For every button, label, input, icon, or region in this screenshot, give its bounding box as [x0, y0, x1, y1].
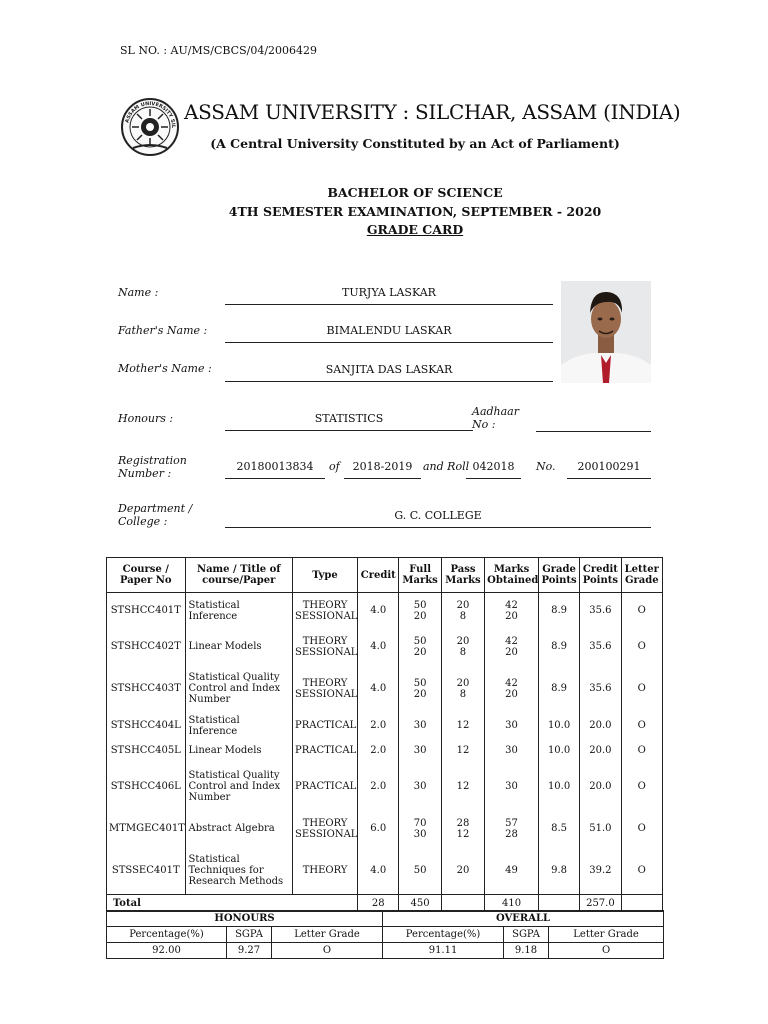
student-name: TURJYA LASKAR [225, 286, 553, 305]
credit-points: 39.2 [580, 847, 621, 895]
roll-label: and Roll [423, 460, 470, 473]
semester-title: 4TH SEMESTER EXAMINATION, SEPTEMBER - 2020 [228, 204, 602, 219]
course-name: Linear Models [185, 629, 292, 665]
credit-points: 20.0 [580, 763, 621, 811]
grade-points: 8.9 [538, 665, 579, 713]
credit-points: 20.0 [580, 739, 621, 763]
course-type: PRACTICAL [293, 713, 358, 739]
full-marks: 30 [399, 713, 441, 739]
svg-text:ASSAM UNIVERSITY SILCHAR: ASSAM UNIVERSITY SIL [124, 100, 177, 129]
father-name: BIMALENDU LASKAR [225, 324, 553, 343]
overall-sgpa: 9.18 [504, 943, 549, 959]
credit-points: 51.0 [580, 811, 621, 847]
degree-title: BACHELOR OF SCIENCE [327, 185, 503, 200]
honours-summary-title: HONOURS [107, 911, 383, 927]
course-type: PRACTICAL [293, 739, 358, 763]
full-marks: 50 20 [399, 665, 441, 713]
credit: 4.0 [358, 629, 399, 665]
table-row [107, 629, 663, 665]
letter-grade: O [621, 739, 662, 763]
grade-points: 8.5 [538, 811, 579, 847]
course-code: STSHCC402T [107, 629, 186, 665]
overall-letter-header: Letter Grade [549, 927, 664, 943]
department-label: Department / College : [118, 502, 193, 528]
full-marks: 50 [399, 847, 441, 895]
honours-sgpa: 9.27 [227, 943, 272, 959]
grade-points: 8.9 [538, 593, 579, 629]
course-name: Linear Models [185, 739, 292, 763]
full-marks: 70 30 [399, 811, 441, 847]
grade-points: 10.0 [538, 763, 579, 811]
col-pass-marks: Pass Marks [441, 558, 484, 593]
course-code: STSSEC401T [107, 847, 186, 895]
course-type: PRACTICAL [293, 763, 358, 811]
pass-marks: 28 12 [441, 811, 484, 847]
course-type: THEORY SESSIONAL [293, 665, 358, 713]
letter-grade: O [621, 763, 662, 811]
course-code: STSHCC401T [107, 593, 186, 629]
course-code: STSHCC403T [107, 665, 186, 713]
mother-name: SANJITA DAS LASKAR [225, 363, 553, 382]
credit-points: 35.6 [580, 665, 621, 713]
col-letter-grade: Letter Grade [621, 558, 662, 593]
university-subtitle: (A Central University Constituted by an Act of Parliament) [210, 136, 620, 151]
credit-points: 35.6 [580, 593, 621, 629]
grade-card-title: GRADE CARD [366, 222, 464, 237]
overall-percentage-header: Percentage(%) [383, 927, 504, 943]
overall-percentage: 91.11 [383, 943, 504, 959]
col-type: Type [293, 558, 358, 593]
table-row [107, 713, 663, 739]
credit: 4.0 [358, 847, 399, 895]
letter-grade: O [621, 811, 662, 847]
honours-percentage: 92.00 [107, 943, 227, 959]
summary-title-row [107, 911, 664, 927]
course-name: Statistical Inference [185, 593, 292, 629]
col-grade-points: Grade Points [538, 558, 579, 593]
pass-marks: 12 [441, 713, 484, 739]
letter-grade: O [621, 847, 662, 895]
honours-letter-grade: O [272, 943, 383, 959]
credit: 4.0 [358, 665, 399, 713]
total-credit: 28 [358, 895, 399, 912]
col-full-marks: Full Marks [399, 558, 441, 593]
letter-grade: O [621, 665, 662, 713]
course-code: STSHCC406L [107, 763, 186, 811]
total-label: Total [107, 895, 358, 912]
roll-number: 200100291 [567, 460, 651, 479]
course-type: THEORY SESSIONAL [293, 811, 358, 847]
grades-table [106, 557, 663, 912]
honours-value: STATISTICS [225, 412, 473, 431]
full-marks: 30 [399, 763, 441, 811]
serial-number: SL NO. : AU/MS/CBCS/04/2006429 [120, 44, 318, 57]
pass-marks: 20 [441, 847, 484, 895]
grade-points: 9.8 [538, 847, 579, 895]
table-row [107, 847, 663, 895]
marks-obtained: 30 [485, 763, 539, 811]
total-letter-grade [621, 895, 662, 912]
table-header-row [107, 558, 663, 593]
registration-number: 20180013834 [225, 460, 325, 479]
course-type: THEORY SESSIONAL [293, 593, 358, 629]
full-marks: 50 20 [399, 629, 441, 665]
col-course-name: Name / Title of course/Paper [185, 558, 292, 593]
total-full-marks: 450 [399, 895, 441, 912]
mother-label: Mother's Name : [118, 362, 212, 375]
credit: 2.0 [358, 763, 399, 811]
letter-grade: O [621, 629, 662, 665]
course-code: STSHCC405L [107, 739, 186, 763]
table-row [107, 665, 663, 713]
total-pass-marks [441, 895, 484, 912]
col-course-code: Course / Paper No [107, 558, 186, 593]
grade-points: 10.0 [538, 713, 579, 739]
marks-obtained: 49 [485, 847, 539, 895]
roll-value: 042018 [466, 460, 521, 479]
university-name: ASSAM UNIVERSITY : SILCHAR, ASSAM (INDIA) [184, 100, 681, 124]
session-value: 2018-2019 [344, 460, 421, 479]
name-label: Name : [118, 286, 159, 299]
col-credit-points: Credit Points [580, 558, 621, 593]
letter-grade: O [621, 713, 662, 739]
course-name: Abstract Algebra [185, 811, 292, 847]
aadhaar-value [536, 412, 651, 432]
marks-obtained: 42 20 [485, 593, 539, 629]
student-photo [561, 281, 651, 383]
credit: 4.0 [358, 593, 399, 629]
total-grade-points [538, 895, 579, 912]
summary-header-row [107, 927, 664, 943]
total-row [107, 895, 663, 912]
pass-marks: 20 8 [441, 665, 484, 713]
table-row [107, 811, 663, 847]
col-marks-obtained: Marks Obtained [485, 558, 539, 593]
credit-points: 35.6 [580, 629, 621, 665]
table-row [107, 593, 663, 629]
overall-sgpa-header: SGPA [504, 927, 549, 943]
grade-points: 10.0 [538, 739, 579, 763]
no-label: No. [536, 460, 556, 473]
honours-label: Honours : [118, 412, 174, 425]
overall-summary-title: OVERALL [383, 911, 664, 927]
full-marks: 50 20 [399, 593, 441, 629]
course-code: STSHCC404L [107, 713, 186, 739]
course-type: THEORY SESSIONAL [293, 629, 358, 665]
honours-letter-header: Letter Grade [272, 927, 383, 943]
course-code: MTMGEC401T [107, 811, 186, 847]
marks-obtained: 42 20 [485, 629, 539, 665]
summary-table [106, 910, 664, 959]
letter-grade: O [621, 593, 662, 629]
table-row [107, 763, 663, 811]
honours-sgpa-header: SGPA [227, 927, 272, 943]
honours-percentage-header: Percentage(%) [107, 927, 227, 943]
college-value: G. C. COLLEGE [225, 509, 651, 528]
father-label: Father's Name : [118, 324, 208, 337]
course-name: Statistical Inference [185, 713, 292, 739]
summary-value-row [107, 943, 664, 959]
course-name: Statistical Quality Control and Index Number [185, 665, 292, 713]
course-name: Statistical Techniques for Research Methods [185, 847, 292, 895]
course-name: Statistical Quality Control and Index Number [185, 763, 292, 811]
marks-obtained: 42 20 [485, 665, 539, 713]
aadhaar-label: Aadhaar No : [472, 405, 520, 431]
pass-marks: 20 8 [441, 593, 484, 629]
total-obtained: 410 [485, 895, 539, 912]
overall-letter-grade: O [549, 943, 664, 959]
course-type: THEORY [293, 847, 358, 895]
grade-points: 8.9 [538, 629, 579, 665]
total-credit-points: 257.0 [580, 895, 621, 912]
col-credit: Credit [358, 558, 399, 593]
registration-label: Registration Number : [118, 454, 187, 480]
credit: 2.0 [358, 739, 399, 763]
marks-obtained: 57 28 [485, 811, 539, 847]
credit: 6.0 [358, 811, 399, 847]
pass-marks: 20 8 [441, 629, 484, 665]
pass-marks: 12 [441, 763, 484, 811]
marks-obtained: 30 [485, 713, 539, 739]
of-label: of [329, 460, 340, 473]
credit-points: 20.0 [580, 713, 621, 739]
table-row [107, 739, 663, 763]
credit: 2.0 [358, 713, 399, 739]
pass-marks: 12 [441, 739, 484, 763]
full-marks: 30 [399, 739, 441, 763]
marks-obtained: 30 [485, 739, 539, 763]
